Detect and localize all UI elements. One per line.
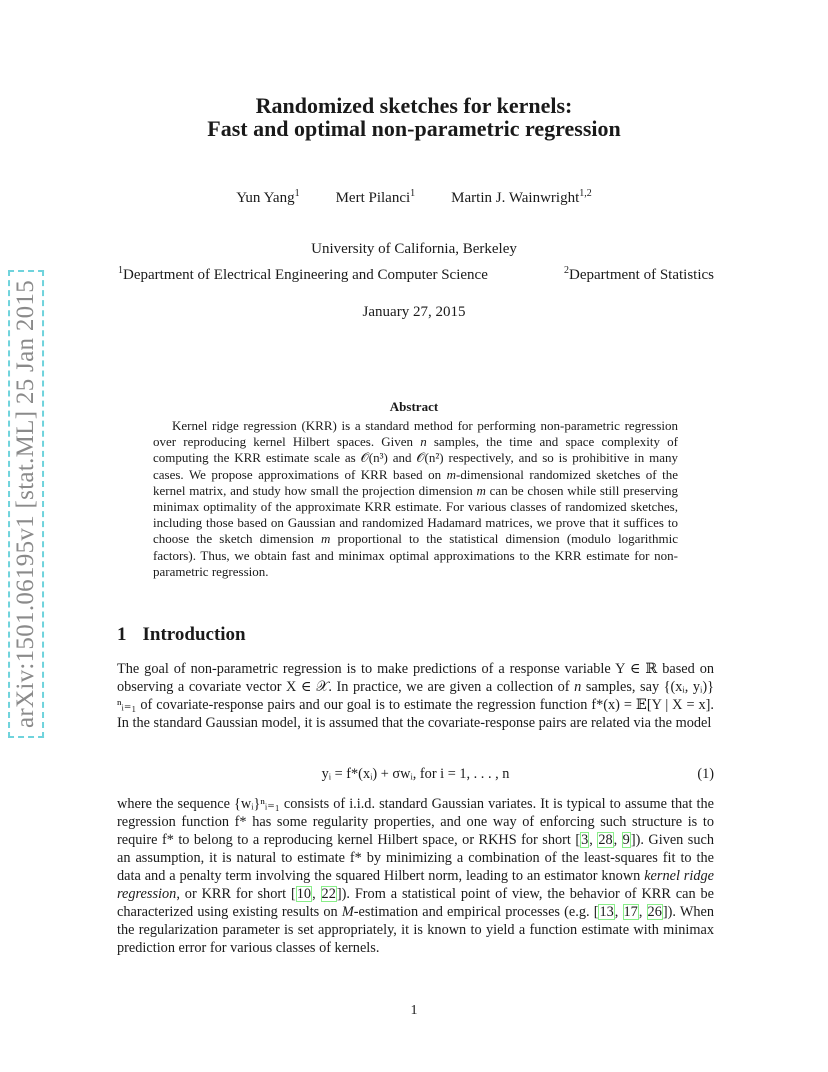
title-line-2: Fast and optimal non-parametric regression xyxy=(207,116,621,141)
abstract-heading: Abstract xyxy=(389,399,439,414)
paragraph-segment: , or KRR for short [ xyxy=(176,886,296,902)
author xyxy=(336,188,416,207)
paragraph-segment: -estimation and empirical processes (e.g. [ xyxy=(353,904,599,920)
paragraph-segment: , xyxy=(638,904,647,920)
author-name: Yun Yang xyxy=(236,190,295,206)
publication-date: January 27, 2015 xyxy=(362,304,466,320)
department-name: Department of Electrical Engineering and Computer Science xyxy=(123,267,488,283)
university-affiliation: University of California, Berkeley xyxy=(311,241,517,257)
citation-link[interactable]: 10 xyxy=(296,886,312,902)
abstract-segment: can be chosen while still preserving minimax optimality of the approximate KRR estimate. For various classes of randomized sketches, including those based on Gaussian and randomized Hadamard matrices, we prove that it suffices to choose the sketch dimension xyxy=(153,482,678,547)
department-mark: 2 xyxy=(564,265,570,276)
author xyxy=(451,188,592,207)
paragraph-segment: ]). From a statistical point of view, the behavior of KRR can be characterized using existing results on xyxy=(117,886,715,920)
section-number: 1 xyxy=(117,624,127,645)
citation-link[interactable]: 22 xyxy=(321,886,336,902)
paragraph-segment: , xyxy=(613,832,622,848)
citation-link[interactable]: 3 xyxy=(581,832,589,848)
page-number: 1 xyxy=(410,1003,418,1018)
author-affiliation-mark: 1 xyxy=(294,188,300,199)
abstract-segment: Kernel ridge regression (KRR) is a standard method for performing non-parametric regression over reproducing kernel Hilbert spaces. Given xyxy=(153,418,678,450)
equation-1 xyxy=(117,766,714,784)
math-variable: n xyxy=(574,679,582,695)
paragraph-segment: , xyxy=(614,904,623,920)
department-2 xyxy=(564,265,714,284)
paragraph-segment: , xyxy=(312,886,321,902)
department-name: Department of Statistics xyxy=(569,267,714,283)
paragraph-segment: ]). When the regularization parameter is set appropriately, it is known to yield a function estimate with minimax prediction error for various classes of kernels. xyxy=(117,904,714,956)
department-affiliations xyxy=(118,265,714,284)
math-variable: n xyxy=(420,434,427,450)
author-affiliation-mark: 1 xyxy=(410,188,416,199)
paragraph-segment: ]). Given such an assumption, it is natural to estimate f* by minimizing a combination of the least-squares fit to the data and a penalty term involving the squared Hilbert norm, leading to an estimator known xyxy=(117,832,715,884)
title-line-1: Randomized sketches for kernels: xyxy=(255,93,573,118)
section-title: Introduction xyxy=(142,624,246,645)
department-mark: 1 xyxy=(118,265,123,276)
equation-number: (1) xyxy=(697,766,714,782)
math-variable: M xyxy=(341,904,354,920)
math-variable: m xyxy=(476,482,486,498)
abstract-segment: -dimensional randomized sketches of the kernel matrix, and study how small the projection dimension xyxy=(153,466,678,498)
arxiv-identifier-text: arXiv:1501.06195v1 [stat.ML] 25 Jan 2015 xyxy=(8,270,44,738)
citation-link[interactable]: 9 xyxy=(622,832,630,848)
citation-link[interactable]: 26 xyxy=(647,904,662,920)
intro-paragraph-2 xyxy=(117,795,714,957)
math-variable: m xyxy=(321,531,331,547)
paragraph-segment: samples, say {(xᵢ, yᵢ)}ⁿᵢ₌₁ of covariate-response pairs and our goal is to estimate the regression function f*(x) = 𝔼[Y | X = x]. In the standard Gaussian model, it is assumed that the covariate-response pairs are related via the model xyxy=(117,679,714,731)
equation-expression: yᵢ = f*(xᵢ) + σwᵢ, for i = 1, . . . , n xyxy=(321,766,510,782)
citation-link[interactable]: 28 xyxy=(598,832,613,848)
department-1 xyxy=(118,265,488,284)
section-heading xyxy=(117,624,246,646)
paragraph-segment: , xyxy=(589,832,598,848)
citation-link[interactable]: 13 xyxy=(599,904,614,920)
math-variable: m xyxy=(446,466,457,482)
abstract-text xyxy=(153,418,678,580)
author-list xyxy=(0,188,828,207)
emphasized-term: kernel ridge regression xyxy=(117,868,714,902)
author xyxy=(236,188,299,207)
intro-paragraph-1 xyxy=(117,660,714,732)
paper-title xyxy=(0,94,828,140)
citation-link[interactable]: 17 xyxy=(623,904,638,920)
paragraph-segment: The goal of non-parametric regression is to make predictions of a response variable Y ∈ ℝ based on observing a covariate vector X ∈ 𝒳. In practice, we are given a collection of xyxy=(117,661,714,695)
author-affiliation-mark: 1,2 xyxy=(579,188,592,199)
author-name: Martin J. Wainwright xyxy=(451,190,580,206)
arxiv-identifier-stamp[interactable] xyxy=(2,255,50,753)
abstract-segment: samples, the time and space complexity of computing the KRR estimate scale as 𝒪(n³) and 𝒪(n²) respectively, and so is prohibitive in many cases. We propose approximations of KRR based on xyxy=(153,434,678,482)
paragraph-segment: where the sequence {wᵢ}ⁿᵢ₌₁ consists of i.i.d. standard Gaussian variates. It is typical to assume that the regression function f* has some regularity properties, and one way of enforcing such structure is to require f* to belong to a reproducing kernel Hilbert space, or RKHS for short [ xyxy=(117,796,714,848)
abstract-segment: proportional to the statistical dimension (modulo logarithmic factors). Thus, we obtain fast and minimax optimal approximations to the KRR estimate for non-parametric regression. xyxy=(153,531,678,579)
author-name: Mert Pilanci xyxy=(335,190,411,206)
